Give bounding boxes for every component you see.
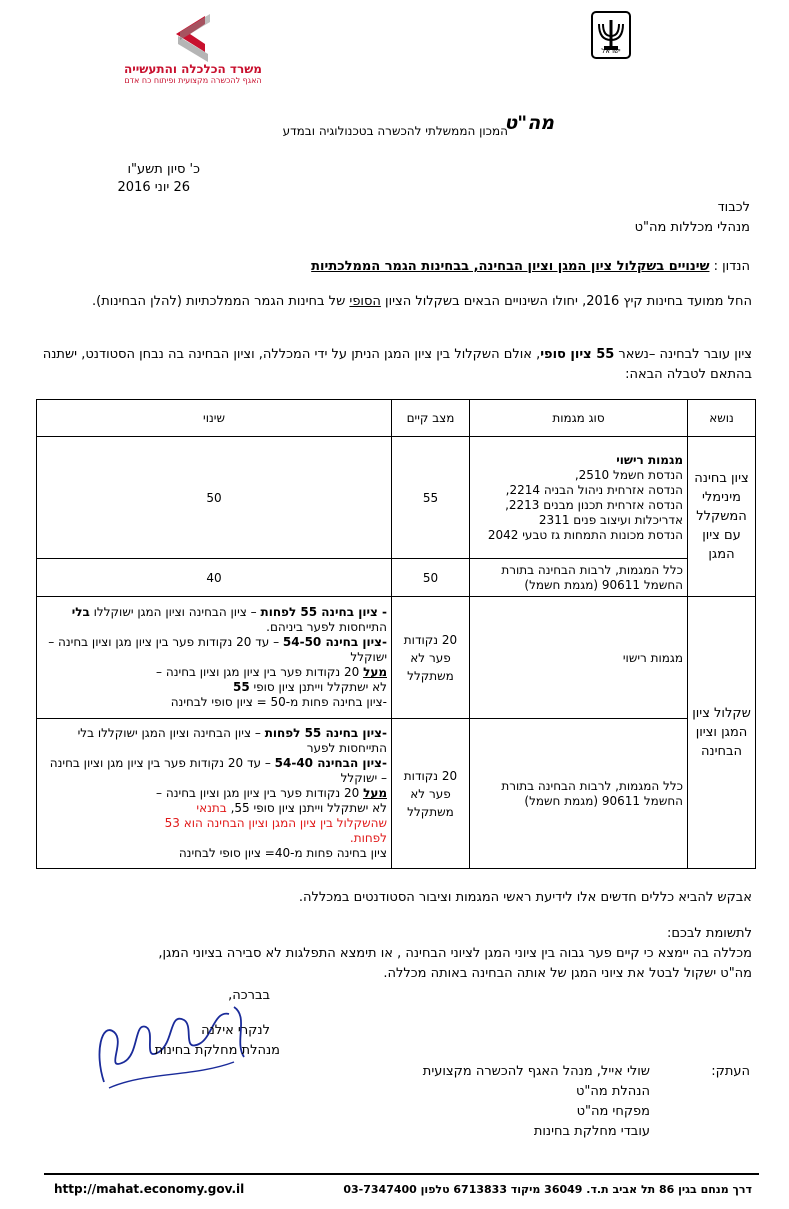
- date-gregorian: 26 יוני 2016: [117, 180, 190, 195]
- field-line: הנדסת חשמל 2510,: [574, 467, 683, 482]
- cc-line: שולי אייל, מנהל האגף להכשרה מקצועית: [422, 1064, 650, 1079]
- rule-text: 20 נקודות פער בין ציון מגן וציון בחינה –: [156, 786, 364, 800]
- cc-label: העתק:: [711, 1064, 750, 1079]
- cc-line: הנהלת מה"ט: [576, 1084, 650, 1099]
- recipient-line2: מנהלי מכללות מה"ט: [634, 220, 750, 235]
- intro-p1-final: הסופי: [349, 294, 381, 309]
- rule-text: התייחסות לפער ביניהם.: [266, 620, 387, 634]
- rule-pass-55: - ציון בחינה 55 לפחות: [260, 605, 387, 619]
- signature-title: מנהלת מחלקת בחינות: [154, 1043, 280, 1058]
- rule-range: -ציון בחינה 54-50: [282, 635, 387, 649]
- institute-name: המכון הממשלתי להכשרה בטכנולוגיה ובמדע: [282, 124, 508, 138]
- topic-minimum-grade: ציון בחינה מינימלי המשקלל עם ציון המגן: [688, 437, 756, 597]
- intro-p2-bold: 55 ציון סופי: [540, 347, 615, 362]
- licensing-title: מגמות רישוי: [616, 452, 683, 467]
- header-fields: סוג מגמות: [470, 400, 688, 437]
- table-row: [37, 437, 756, 559]
- rule-text: – עד 20 נקודות פער בין ציון מגן וציון בחינה – ישוקלל: [49, 756, 387, 785]
- date-hebrew: כ' סיון תשע"ו: [127, 162, 200, 177]
- ministry-subtitle: האגף להכשרה מקצועית ופיתוח כח אדם: [124, 76, 262, 85]
- cc-line: עובדי מחלקת בחינות: [533, 1124, 650, 1139]
- licensing-fields-cell: [470, 437, 688, 559]
- intro-p2-b: , אולם השקלול בין ציון המגן הניתן על ידי המכללה, וציון הבחינה בה נבחן הסטודנט, ישתנה בהתאם לטבלה הבאה:: [42, 347, 752, 382]
- subject-text: שינויים בשקלול ציון המגן וציון הבחינה, בבחינות הגמר הממלכתיות: [311, 259, 710, 274]
- table-row: [37, 719, 756, 869]
- attention-line-1: מכללה בה יימצא כי קיים פער גבוה בין ציוני המגן לציוני הבחינה , או תימצא התפלגות לא סבירה בציוני המגן,: [158, 946, 752, 961]
- attention-title: לתשומת לבכם:: [667, 926, 752, 941]
- header-topic: נושא: [688, 400, 756, 437]
- rule-text: 20 נקודות פער בין ציון מגן וציון בחינה –: [156, 665, 364, 679]
- rule-text: – עד 20 נקודות פער בין ציון מגן וציון בחינה – ישוקלל: [48, 635, 387, 664]
- intro-paragraph-2: [36, 345, 752, 385]
- current-value: 50: [392, 559, 470, 597]
- table-row: [37, 559, 756, 597]
- subject-line: [170, 259, 750, 274]
- current-value: 20 נקודות פער לא משתקלל: [392, 719, 470, 869]
- rule-range: -ציון הבחינה 54-40: [274, 756, 387, 770]
- field-line: הנדסת מכונות התמחות גז טבעי 2042: [487, 527, 683, 542]
- rule-below: ציון בחינה פחות מ-40= ציון סופי לבחינה: [178, 846, 387, 860]
- recipient-line1: לכבוד: [717, 200, 750, 215]
- rules-table: [36, 399, 756, 869]
- rule-text: לא ישתקלל וייתנן ציון סופי: [249, 680, 387, 694]
- ministry-name: משרד הכלכלה והתעשייה: [124, 62, 262, 76]
- rule-text: – ציון הבחינה וציון המגן ישוקללו: [89, 605, 261, 619]
- table-header-row: [37, 400, 756, 437]
- intro-p1-a: החל ממועד בחינות קיץ 2016, יחולו השינויים הבאים בשקלול הציון: [380, 294, 752, 309]
- attention-line-2: מה"ט ישקול לבטל את ציוני המגן של אותה הבחינה באותה מכללה.: [383, 966, 752, 981]
- ministry-logo: [150, 14, 230, 62]
- topic-weighting: שקלול ציון המגן וציון הבחינה: [688, 597, 756, 869]
- change-rules-cell: [37, 597, 392, 719]
- request-paragraph: אבקש להביא כללים חדשים אלו לידיעת ראשי המגמות וציבור הסטודנטים במכללה.: [298, 890, 752, 905]
- signature-greeting: בברכה,: [228, 988, 270, 1003]
- change-value: 40: [37, 559, 392, 597]
- rule-condition: שהשקלול בין ציון המגן וציון הבחינה הוא 53: [164, 816, 387, 830]
- signature-name: לנקרי אילנה: [201, 1023, 270, 1038]
- footer-address: דרך מנחם בגין 86 תל אביב ת.ד. 36049 מיקוד 6713833 טלפון 03-7347400: [343, 1183, 752, 1196]
- emblem-label: ישראל: [601, 47, 621, 55]
- rule-condition: לפחות.: [349, 831, 387, 845]
- rule-pass-55: -ציון בחינה 55 לפחות: [264, 726, 387, 740]
- footer-divider: [44, 1173, 759, 1175]
- rule-below: -ציון בחינה פחות מ-50 = ציון סופי לבחינה: [170, 695, 387, 709]
- field-line: הנדסה אזרחית ניהול הבניה 2214,: [505, 482, 683, 497]
- licensing-fields-cell: מגמות רישוי: [470, 597, 688, 719]
- field-line: אדריכלות ועיצוב פנים 2311: [538, 512, 683, 527]
- intro-p2-a: ציון עובר לבחינה –נשאר: [614, 347, 752, 362]
- rule-without: בלי: [71, 605, 90, 619]
- intro-paragraph-1: [36, 292, 752, 312]
- rule-above: מעל: [363, 786, 387, 800]
- current-value: 55: [392, 437, 470, 559]
- current-value: 20 נקודות פער לא משתקלל: [392, 597, 470, 719]
- cc-line: מפקחי מה"ט: [576, 1104, 650, 1119]
- field-line: הנדסה אזרחית תכנון מבנים 2213,: [505, 497, 683, 512]
- header-current: מצב קיים: [392, 400, 470, 437]
- change-value: 50: [37, 437, 392, 559]
- subject-label: הנדון :: [713, 259, 750, 274]
- table-row: [37, 597, 756, 719]
- intro-p1-b: של בחינות הגמר הממלכתיות (להלן הבחינות).: [92, 294, 350, 309]
- all-fields-cell: כלל המגמות, לרבות הבחינה בתורת החשמל 90611 (מגמת חשמל): [470, 559, 688, 597]
- rule-condition: בתנאי: [196, 801, 227, 815]
- rule-text: לא ישתקלל וייתנן ציון סופי 55,: [226, 801, 387, 815]
- change-rules-cell: [37, 719, 392, 869]
- rule-final-55: 55: [232, 680, 250, 694]
- mahat-logo: מה"ט: [504, 112, 554, 134]
- rule-above: מעל: [363, 665, 387, 679]
- rule-text: – ציון הבחינה וציון המגן ישוקללו בלי התייחסות לפער: [77, 726, 387, 755]
- header-change: שינוי: [37, 400, 392, 437]
- all-fields-cell: כלל המגמות, לרבות הבחינה בתורת החשמל 90611 (מגמת חשמל): [470, 719, 688, 869]
- footer-url[interactable]: http://mahat.economy.gov.il: [54, 1182, 245, 1196]
